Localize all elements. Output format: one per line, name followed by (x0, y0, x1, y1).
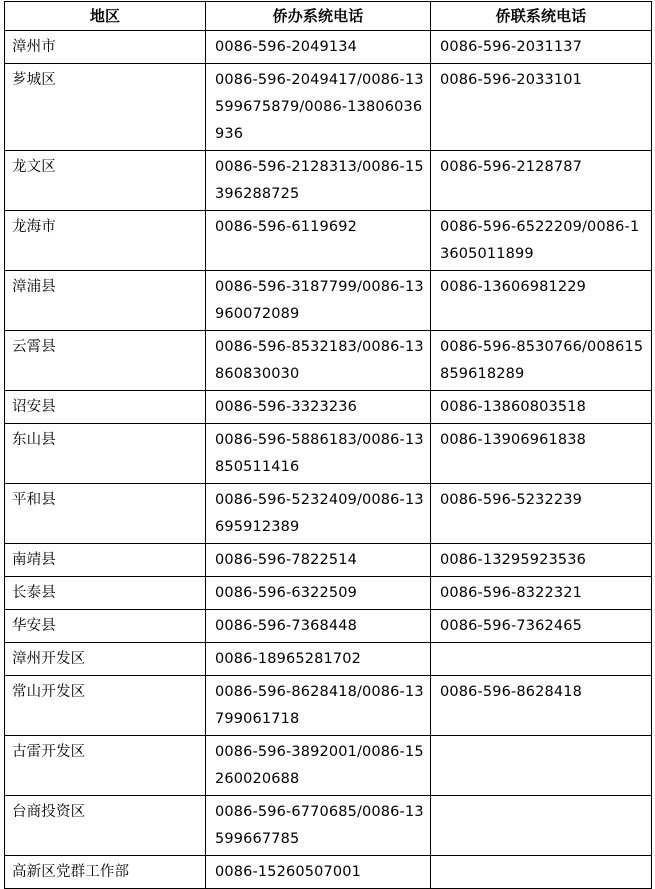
table-body (5, 31, 652, 889)
region-cell: 芗城区 (5, 64, 206, 151)
table-row (5, 676, 652, 736)
qiaoban-phone-cell: 0086-596-2049134 (206, 31, 431, 64)
table-row (5, 577, 652, 610)
contact-phone-table (4, 1, 652, 889)
table-row (5, 151, 652, 211)
qiaoban-phone-cell: 0086-596-5886183/0086-13850511416 (206, 424, 431, 484)
qiaoban-phone-cell: 0086-596-5232409/0086-13695912389 (206, 484, 431, 544)
column-header-qiaolian-phone: 侨联系统电话 (431, 2, 652, 31)
region-cell: 诏安县 (5, 391, 206, 424)
table-row (5, 331, 652, 391)
table-row (5, 544, 652, 577)
qiaoban-phone-cell: 0086-596-3323236 (206, 391, 431, 424)
qiaolian-phone-cell: 0086-596-7362465 (431, 610, 652, 643)
qiaolian-phone-cell (431, 856, 652, 889)
table-header-row (5, 2, 652, 31)
qiaolian-phone-cell: 0086-596-5232239 (431, 484, 652, 544)
qiaolian-phone-cell: 0086-13906961838 (431, 424, 652, 484)
qiaoban-phone-cell: 0086-596-8628418/0086-13799061718 (206, 676, 431, 736)
qiaolian-phone-cell: 0086-13606981229 (431, 271, 652, 331)
qiaolian-phone-cell: 0086-13860803518 (431, 391, 652, 424)
qiaoban-phone-cell: 0086-596-7368448 (206, 610, 431, 643)
region-cell: 常山开发区 (5, 676, 206, 736)
table-row (5, 643, 652, 676)
table-row (5, 484, 652, 544)
qiaolian-phone-cell (431, 736, 652, 796)
region-cell: 漳浦县 (5, 271, 206, 331)
region-cell: 台商投资区 (5, 796, 206, 856)
region-cell: 东山县 (5, 424, 206, 484)
qiaolian-phone-cell: 0086-596-8530766/008615859618289 (431, 331, 652, 391)
region-cell: 长泰县 (5, 577, 206, 610)
column-header-qiaoban-phone: 侨办系统电话 (206, 2, 431, 31)
qiaoban-phone-cell: 0086-15260507001 (206, 856, 431, 889)
qiaoban-phone-cell: 0086-596-7822514 (206, 544, 431, 577)
table-row (5, 736, 652, 796)
region-cell: 高新区党群工作部 (5, 856, 206, 889)
qiaoban-phone-cell: 0086-596-6322509 (206, 577, 431, 610)
column-header-region: 地区 (5, 2, 206, 31)
qiaoban-phone-cell: 0086-596-2049417/0086-13599675879/0086-13806036936 (206, 64, 431, 151)
qiaoban-phone-cell: 0086-596-6770685/0086-13599667785 (206, 796, 431, 856)
table-row (5, 610, 652, 643)
table-row (5, 64, 652, 151)
qiaolian-phone-cell (431, 643, 652, 676)
table-row (5, 211, 652, 271)
qiaolian-phone-cell: 0086-596-2033101 (431, 64, 652, 151)
region-cell: 漳州开发区 (5, 643, 206, 676)
region-cell: 南靖县 (5, 544, 206, 577)
qiaolian-phone-cell: 0086-596-6522209/0086-13605011899 (431, 211, 652, 271)
region-cell: 云霄县 (5, 331, 206, 391)
qiaolian-phone-cell: 0086-596-8322321 (431, 577, 652, 610)
region-cell: 平和县 (5, 484, 206, 544)
region-cell: 漳州市 (5, 31, 206, 64)
qiaoban-phone-cell: 0086-596-3892001/0086-15260020688 (206, 736, 431, 796)
qiaoban-phone-cell: 0086-596-8532183/0086-13860830030 (206, 331, 431, 391)
table-row (5, 424, 652, 484)
qiaoban-phone-cell: 0086-596-3187799/0086-13960072089 (206, 271, 431, 331)
qiaolian-phone-cell: 0086-596-2128787 (431, 151, 652, 211)
qiaoban-phone-cell: 0086-18965281702 (206, 643, 431, 676)
region-cell: 古雷开发区 (5, 736, 206, 796)
qiaoban-phone-cell: 0086-596-2128313/0086-15396288725 (206, 151, 431, 211)
table-row (5, 796, 652, 856)
qiaolian-phone-cell (431, 796, 652, 856)
region-cell: 龙文区 (5, 151, 206, 211)
table-row (5, 856, 652, 889)
table-row (5, 391, 652, 424)
table-row (5, 31, 652, 64)
qiaolian-phone-cell: 0086-13295923536 (431, 544, 652, 577)
qiaolian-phone-cell: 0086-596-2031137 (431, 31, 652, 64)
table-row (5, 271, 652, 331)
region-cell: 华安县 (5, 610, 206, 643)
qiaoban-phone-cell: 0086-596-6119692 (206, 211, 431, 271)
qiaolian-phone-cell: 0086-596-8628418 (431, 676, 652, 736)
region-cell: 龙海市 (5, 211, 206, 271)
